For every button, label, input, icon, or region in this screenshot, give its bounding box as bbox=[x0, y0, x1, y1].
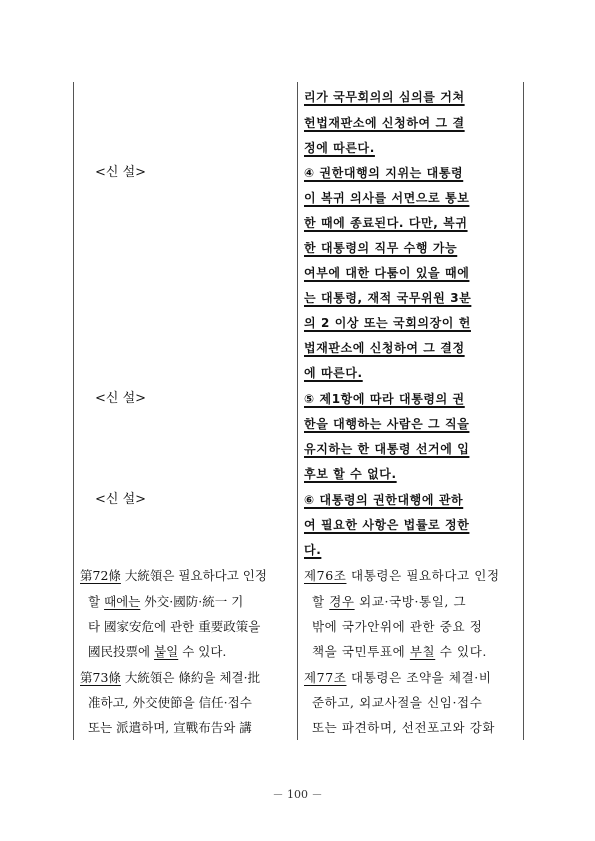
amendment-line: 에 따른다. bbox=[304, 366, 363, 380]
article-77-amended-line2: 준하고, 외교사절을 신임·접수 bbox=[312, 695, 483, 710]
amendment-line: 한 때에 종료된다. 다만, 복귀 bbox=[304, 216, 468, 230]
amendment-line: 의 2 이상 또는 국회의장이 헌 bbox=[304, 316, 471, 330]
amendment-line: 한을 대행하는 사람은 그 직을 bbox=[304, 417, 470, 431]
article-76-amended-line4: 책을 국민투표에 부칠 수 있다. bbox=[312, 644, 487, 659]
amendment-line: ④ 권한대행의 지위는 대통령 bbox=[304, 166, 464, 180]
article-72-current-line3: 타 國家安危에 관한 重要政策을 bbox=[88, 619, 261, 634]
amendment-line: 다. bbox=[304, 543, 322, 557]
article-number: 제77조 bbox=[304, 670, 347, 685]
amendment-line: ⑤ 제1항에 따라 대통령의 권 bbox=[304, 392, 465, 406]
left-column-border bbox=[73, 82, 74, 740]
new-provision-label: <신 설> bbox=[95, 165, 147, 180]
amendment-line: 유지하는 한 대통령 선거에 입 bbox=[304, 442, 470, 456]
article-73-current-line2: 准하고, 外交使節을 信任·접수 bbox=[88, 695, 252, 710]
article-77-amended-line1: 제77조 대통령은 조약을 체결·비 bbox=[304, 670, 492, 685]
amendment-line: 헌법재판소에 신청하여 그 결 bbox=[304, 116, 465, 130]
article-76-amended-line2: 할 경우 외교·국방·통일, 그 bbox=[312, 594, 467, 609]
amendment-line: 후보 할 수 없다. bbox=[304, 467, 397, 481]
amendment-line: 여 필요한 사항은 법률로 정한 bbox=[304, 518, 470, 532]
article-76-amended-line3: 밖에 국가안위에 관한 중요 정 bbox=[312, 619, 483, 634]
amendment-line: 정에 따른다. bbox=[304, 141, 375, 155]
amendment-line: 리가 국무회의의 심의를 거쳐 bbox=[304, 90, 465, 104]
article-73-current-line3: 또는 派遣하며, 宣戰布告와 講 bbox=[88, 720, 252, 735]
article-72-current-line1: 第72條 大統領은 필요하다고 인정 bbox=[80, 568, 267, 583]
new-provision-label: <신 설> bbox=[95, 492, 147, 507]
article-77-amended-line3: 또는 파견하며, 선전포고와 강화 bbox=[312, 720, 496, 735]
article-76-amended-line1: 제76조 대통령은 필요하다고 인정 bbox=[304, 568, 500, 583]
amendment-line: 한 대통령의 직무 수행 가능 bbox=[304, 241, 458, 255]
amendment-line: 이 복귀 의사를 서면으로 통보 bbox=[304, 191, 470, 205]
article-72-current-line4: 國民投票에 붙일 수 있다. bbox=[88, 644, 227, 659]
article-73-current-line1: 第73條 大統領은 條約을 체결·批 bbox=[80, 670, 261, 685]
article-number: 第73條 bbox=[80, 670, 121, 685]
page-number: － 100 － bbox=[272, 788, 323, 801]
amendment-line: ⑥ 대통령의 권한대행에 관하 bbox=[304, 493, 464, 507]
article-number: 第72條 bbox=[80, 568, 121, 583]
new-provision-label: <신 설> bbox=[95, 391, 147, 406]
article-number: 제76조 bbox=[304, 568, 347, 583]
amendment-line: 여부에 대한 다툼이 있을 때에 bbox=[304, 266, 470, 280]
amendment-line: 법재판소에 신청하여 그 결정 bbox=[304, 341, 465, 355]
amendment-line: 는 대통령, 재적 국무위원 3분 bbox=[304, 291, 472, 305]
article-72-current-line2: 할 때에는 外交·國防·統一 기 bbox=[88, 594, 244, 609]
